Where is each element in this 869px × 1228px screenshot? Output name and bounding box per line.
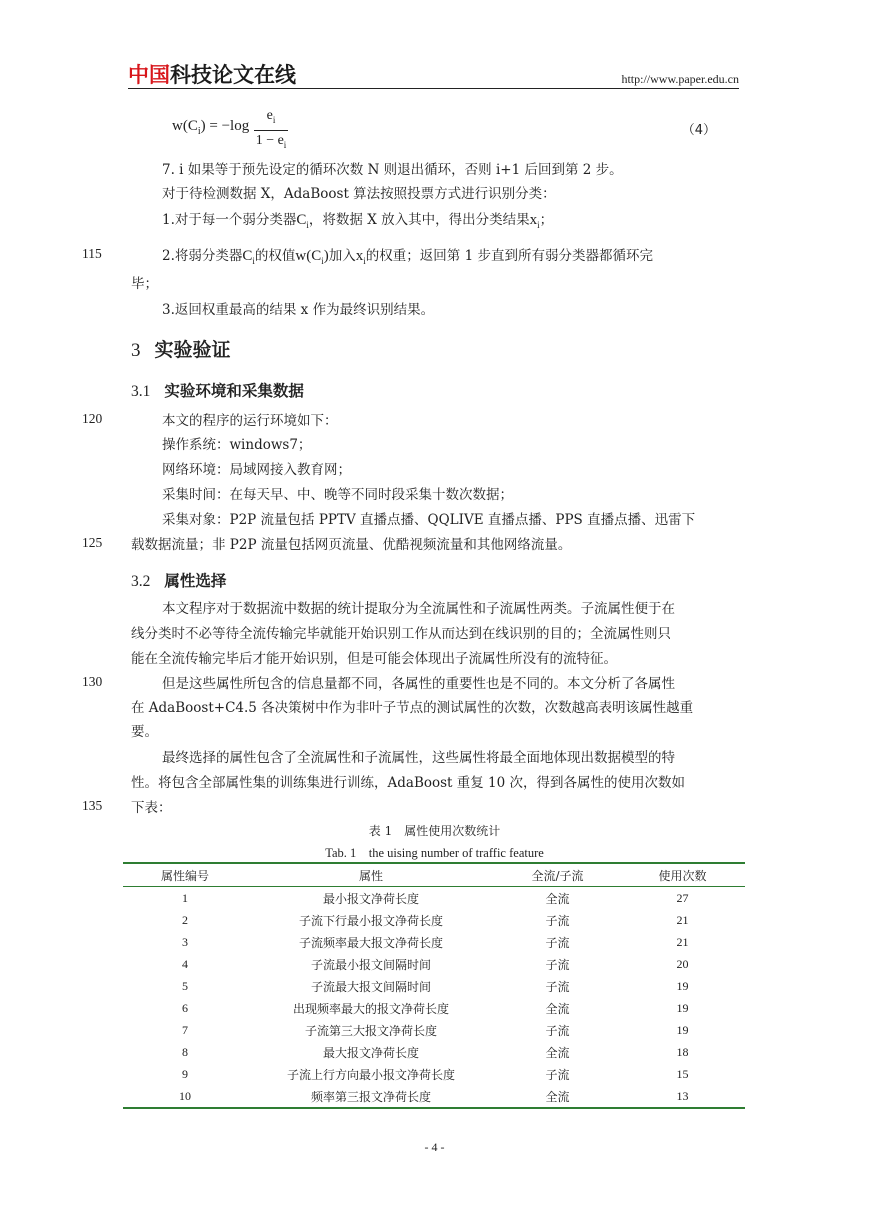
line-number-120: 120 (82, 411, 103, 426)
attr-para2-line3: 要。 (131, 724, 158, 740)
table-row (123, 1063, 745, 1085)
table-row (123, 953, 745, 975)
table-row (123, 1041, 745, 1063)
cell-type: 全流 (545, 1001, 570, 1016)
env-network: 网络环境：局域网接入教育网； (162, 462, 351, 478)
cell-id: 8 (182, 1044, 188, 1059)
attr-para3-line2: 性。将包含全部属性集的训练集进行训练，AdaBoost 重复 10 次，得到各属性的使用次数如 (131, 775, 686, 791)
table-caption-en: Tab. 1 the uising number of traffic feature (325, 846, 544, 860)
cell-type: 子流 (545, 957, 570, 972)
logo-red-text: 中国 (128, 63, 170, 87)
header-flow-type: 全流/子流 (531, 868, 584, 883)
cell-count: 21 (676, 912, 689, 927)
table-row (123, 1019, 745, 1041)
attr-para1-line2: 线分类时不必等待全流传输完毕就能开始识别工作从而达到在线识别的目的；全流属性则只 (131, 626, 671, 642)
cell-count: 21 (676, 934, 689, 949)
attr-para3-line1: 最终选择的属性包含了全流属性和子流属性，这些属性将最全面地体现出数据模型的特 (162, 750, 675, 766)
fraction-bar (254, 130, 288, 131)
subsection-3-1-title: 3.1 实验环境和采集数据 (131, 382, 304, 400)
cell-attr: 出现频率最大的报文净荷长度 (292, 1001, 449, 1016)
attr-para1-line1: 本文程序对于数据流中数据的统计提取分为全流属性和子流属性两类。子流属性便于在 (162, 601, 675, 617)
section-3-title: 3 实验验证 (131, 339, 231, 361)
cell-count: 19 (676, 1000, 689, 1015)
cell-type: 全流 (545, 1045, 570, 1060)
line-number-130: 130 (82, 674, 103, 689)
cell-count: 27 (676, 890, 689, 905)
equation-fraction (254, 108, 288, 153)
cell-attr: 子流上行方向最小报文净荷长度 (286, 1067, 455, 1082)
header-url[interactable]: http://www.paper.edu.cn (621, 72, 739, 86)
cell-type: 子流 (545, 935, 570, 950)
vote-step-2: 2.将弱分类器$C_i$的权值$w(C_i)$加入$x_i$的权重；返回第 1 步直到所有弱分类器都循环完 (162, 248, 653, 266)
cell-id: 5 (182, 978, 188, 993)
env-target: 采集对象：P2P 流量包括 PPTV 直播点播、QQLIVE 直播点播、PPS 直播点播、迅雷下 (162, 512, 696, 528)
line-number-135: 135 (82, 798, 103, 813)
cell-count: 20 (676, 956, 689, 971)
attr-para2-line2: 在 AdaBoost+C4.5 各决策树中作为非叶子节点的测试属性的次数，次数越高表明该属性越重 (131, 700, 694, 716)
equation-lhs: $w(C_i) = -\log$ (172, 118, 250, 137)
line-number-125: 125 (82, 535, 103, 550)
table-caption-cn: 表 1 属性使用次数统计 (368, 824, 501, 838)
table-row (123, 1085, 745, 1107)
cell-type: 子流 (545, 979, 570, 994)
step-7-text: 7. i 如果等于预先设定的循环次数 N 则退出循环，否则 i+1 后回到第 2 步。 (162, 162, 623, 178)
cell-type: 子流 (545, 1023, 570, 1038)
header-divider (128, 88, 739, 89)
env-intro: 本文的程序的运行环境如下： (162, 413, 338, 429)
journal-logo (128, 62, 296, 88)
header-attr: 属性 (358, 868, 383, 883)
cell-attr: 子流最小报文间隔时间 (310, 957, 431, 972)
cell-count: 19 (676, 1022, 689, 1037)
cell-type: 子流 (545, 1067, 570, 1082)
vote-step-3: 3.返回权重最高的结果 x 作为最终识别结果。 (162, 302, 435, 318)
cell-attr: 最小报文净荷长度 (322, 891, 419, 906)
attr-para1-line3: 能在全流传输完毕后才能开始识别，但是可能会体现出子流属性所没有的流特征。 (131, 651, 617, 667)
cell-id: 2 (182, 912, 188, 927)
cell-type: 全流 (545, 1089, 570, 1104)
table-body (123, 887, 745, 1107)
table-row (123, 975, 745, 997)
cell-count: 13 (676, 1088, 689, 1103)
attribute-usage-table (123, 862, 745, 1109)
cell-id: 3 (182, 934, 188, 949)
env-time: 采集时间：在每天早、中、晚等不同时段采集十数次数据； (162, 487, 513, 503)
cell-type: 全流 (545, 891, 570, 906)
cell-id: 10 (179, 1088, 191, 1103)
cell-attr: 最大报文净荷长度 (322, 1045, 419, 1060)
cell-id: 4 (182, 956, 188, 971)
env-target-cont: 载数据流量；非 P2P 流量包括网页流量、优酷视频流量和其他网络流量。 (131, 537, 572, 553)
cell-count: 19 (676, 978, 689, 993)
header-count: 使用次数 (658, 868, 707, 883)
fraction-numerator: $e_i$ (266, 108, 276, 125)
table-header-row (123, 864, 745, 886)
cell-type: 子流 (545, 913, 570, 928)
cell-attr: 频率第三报文净荷长度 (310, 1089, 431, 1104)
table-row (123, 909, 745, 931)
table-bottom-rule (123, 1107, 745, 1109)
env-os: 操作系统：windows7； (162, 437, 312, 453)
header-attr-id: 属性编号 (160, 868, 209, 883)
table-row (123, 931, 745, 953)
classification-intro: 对于待检测数据 X，AdaBoost 算法按照投票方式进行识别分类： (162, 186, 556, 202)
cell-attr: 子流第三大报文净荷长度 (304, 1023, 437, 1038)
vote-step-1: 1.对于每一个弱分类器$C_i$，将数据 X 放入其中，得出分类结果$x_i$； (162, 212, 554, 230)
cell-count: 18 (676, 1044, 689, 1059)
line-number-115: 115 (82, 246, 102, 261)
equation-number: （4） (681, 123, 716, 138)
cell-attr: 子流频率最大报文净荷长度 (298, 935, 443, 950)
cell-id: 7 (182, 1022, 188, 1037)
vote-step-2-cont: 毕； (131, 276, 158, 292)
attr-para2-line1: 但是这些属性所包含的信息量都不同，各属性的重要性也是不同的。本文分析了各属性 (162, 676, 675, 692)
cell-id: 9 (182, 1066, 188, 1081)
subsection-3-2-title: 3.2 属性选择 (131, 572, 227, 590)
table-row (123, 887, 745, 909)
cell-count: 15 (676, 1066, 689, 1081)
cell-attr: 子流下行最小报文净荷长度 (298, 913, 443, 928)
logo-black-text: 科技论文在线 (170, 63, 296, 87)
equation-4 (172, 106, 732, 150)
fraction-denominator: $1 - e_i$ (255, 132, 287, 150)
table-row (123, 997, 745, 1019)
cell-id: 1 (182, 890, 188, 905)
page-number: - 4 - (424, 1140, 445, 1154)
attr-para3-line3: 下表： (131, 800, 172, 816)
cell-attr: 子流最大报文间隔时间 (310, 979, 431, 994)
cell-id: 6 (182, 1000, 188, 1015)
